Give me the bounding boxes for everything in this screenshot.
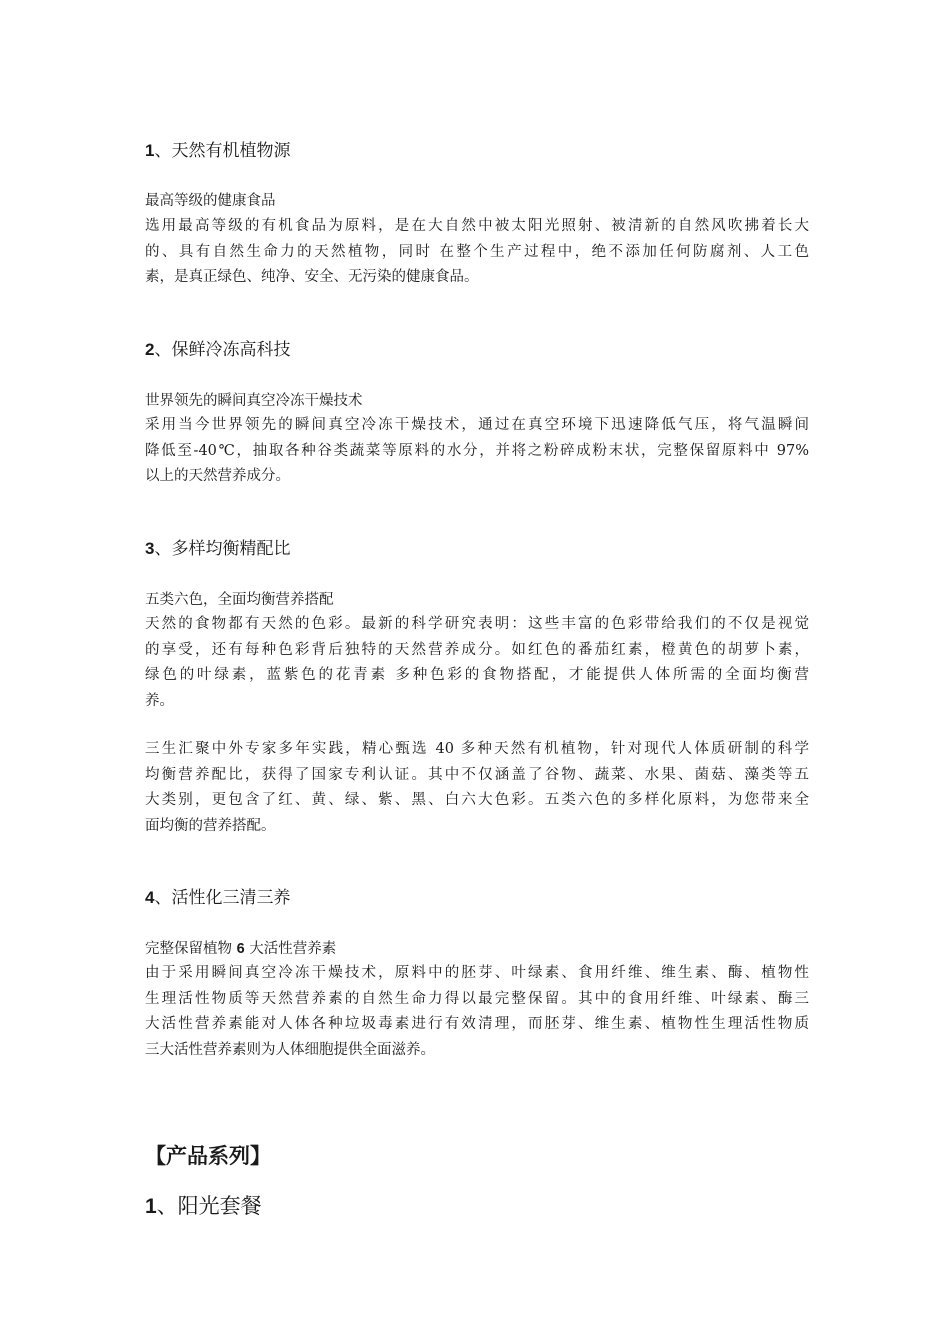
paragraph-line: 生理活性物质等天然营养素的自然生命力得以最完整保留。其中的食用纤维、叶绿素、酶三	[145, 990, 809, 1007]
paragraph-line: 采用当今世界领先的瞬间真空冷冻干燥技术，通过在真空环境下迅速降低气压，将气温瞬间	[145, 417, 809, 433]
section-2-heading	[145, 338, 290, 362]
paragraph-line: 面均衡的营养搭配。	[145, 817, 276, 834]
section-3-title: 、多样均衡精配比	[154, 539, 291, 559]
section-2-subtitle: 世界领先的瞬间真空冷冻干燥技术	[145, 393, 363, 409]
section-1-paragraph	[145, 214, 809, 291]
section-3-paragraph-1	[145, 612, 809, 714]
paragraph-line: 的、具有自然生命力的天然植物，同时 在整个生产过程中，绝不添加任何防腐剂、人工色	[145, 243, 809, 260]
paragraph-line: 大活性营养素能对人体各种垃圾毒素进行有效清理，而胚芽、维生素、植物性生理活性物质	[145, 1016, 809, 1032]
subtitle-prefix: 完整保留植物	[145, 941, 237, 957]
section-2-title: 、保鲜冷冻高科技	[154, 340, 291, 360]
paragraph-line: 天然的食物都有天然的色彩。最新的科学研究表明：这些丰富的色彩带给我们的不仅是视觉	[145, 616, 809, 632]
product-item-title: 、阳光套餐	[156, 1194, 262, 1218]
section-4-title: 、活性化三清三养	[154, 888, 291, 908]
paragraph-line: 素，是真正绿色、纯净、安全、无污染的健康食品。	[145, 269, 479, 285]
section-1-number: 1	[145, 141, 155, 160]
product-item-number: 1	[145, 1195, 157, 1218]
subtitle-suffix: 大活性营养素	[244, 941, 337, 957]
section-3-heading	[145, 537, 290, 561]
section-1-title: 、天然有机植物源	[154, 141, 291, 161]
paragraph-line: 由于采用瞬间真空冷冻干燥技术，原料中的胚芽、叶绿素、食用纤维、维生素、酶、植物性	[145, 965, 809, 981]
section-4-subtitle	[145, 937, 336, 961]
paragraph-line: 绿色的叶绿素，蓝紫色的花青素 多种色彩的食物搭配，才能提供人体所需的全面均衡营	[145, 667, 809, 683]
section-1-subtitle: 最高等级的健康食品	[145, 193, 276, 209]
paragraph-line: 大类别，更包含了红、黄、绿、紫、黑、白六大色彩。五类六色的多样化原料，为您带来全	[145, 792, 809, 808]
paragraph-line: 选用最高等级的有机食品为原料，是在大自然中被太阳光照射、被清新的自然风吹拂着长大	[145, 218, 809, 234]
section-3-paragraph-2	[145, 737, 809, 839]
product-series-heading: 【产品系列】	[145, 1143, 271, 1168]
paragraph-line: 的享受，还有每种色彩背后独特的天然营养成分。如红色的番茄红素，橙黄色的胡萝卜素，	[145, 641, 809, 658]
paragraph-line: 三大活性营养素则为人体细胞提供全面滋养。	[145, 1041, 435, 1058]
paragraph-line: 三生汇聚中外专家多年实践，精心甄选 40 多种天然有机植物，针对现代人体质研制的科学	[145, 741, 809, 757]
section-3-subtitle: 五类六色，全面均衡营养搭配	[145, 592, 334, 608]
section-4-heading	[145, 886, 290, 910]
subtitle-number: 6	[236, 941, 245, 957]
paragraph-line: 以上的天然营养成分。	[145, 468, 290, 484]
section-2-paragraph	[145, 413, 809, 490]
section-2-number: 2	[145, 340, 155, 359]
section-3-number: 3	[145, 539, 155, 558]
paragraph-line: 均衡营养配比，获得了国家专利认证。其中不仅涵盖了谷物、蔬菜、水果、菌菇、藻类等五	[145, 766, 809, 783]
section-1-heading	[145, 139, 290, 163]
product-item-heading	[145, 1191, 262, 1222]
paragraph-line: 降低至-40℃，抽取各种谷类蔬菜等原料的水分，并将之粉碎成粉末状，完整保留原料中 97%	[145, 442, 809, 459]
section-4-paragraph	[145, 961, 809, 1063]
paragraph-line: 养。	[145, 692, 174, 709]
section-4-number: 4	[145, 888, 155, 907]
